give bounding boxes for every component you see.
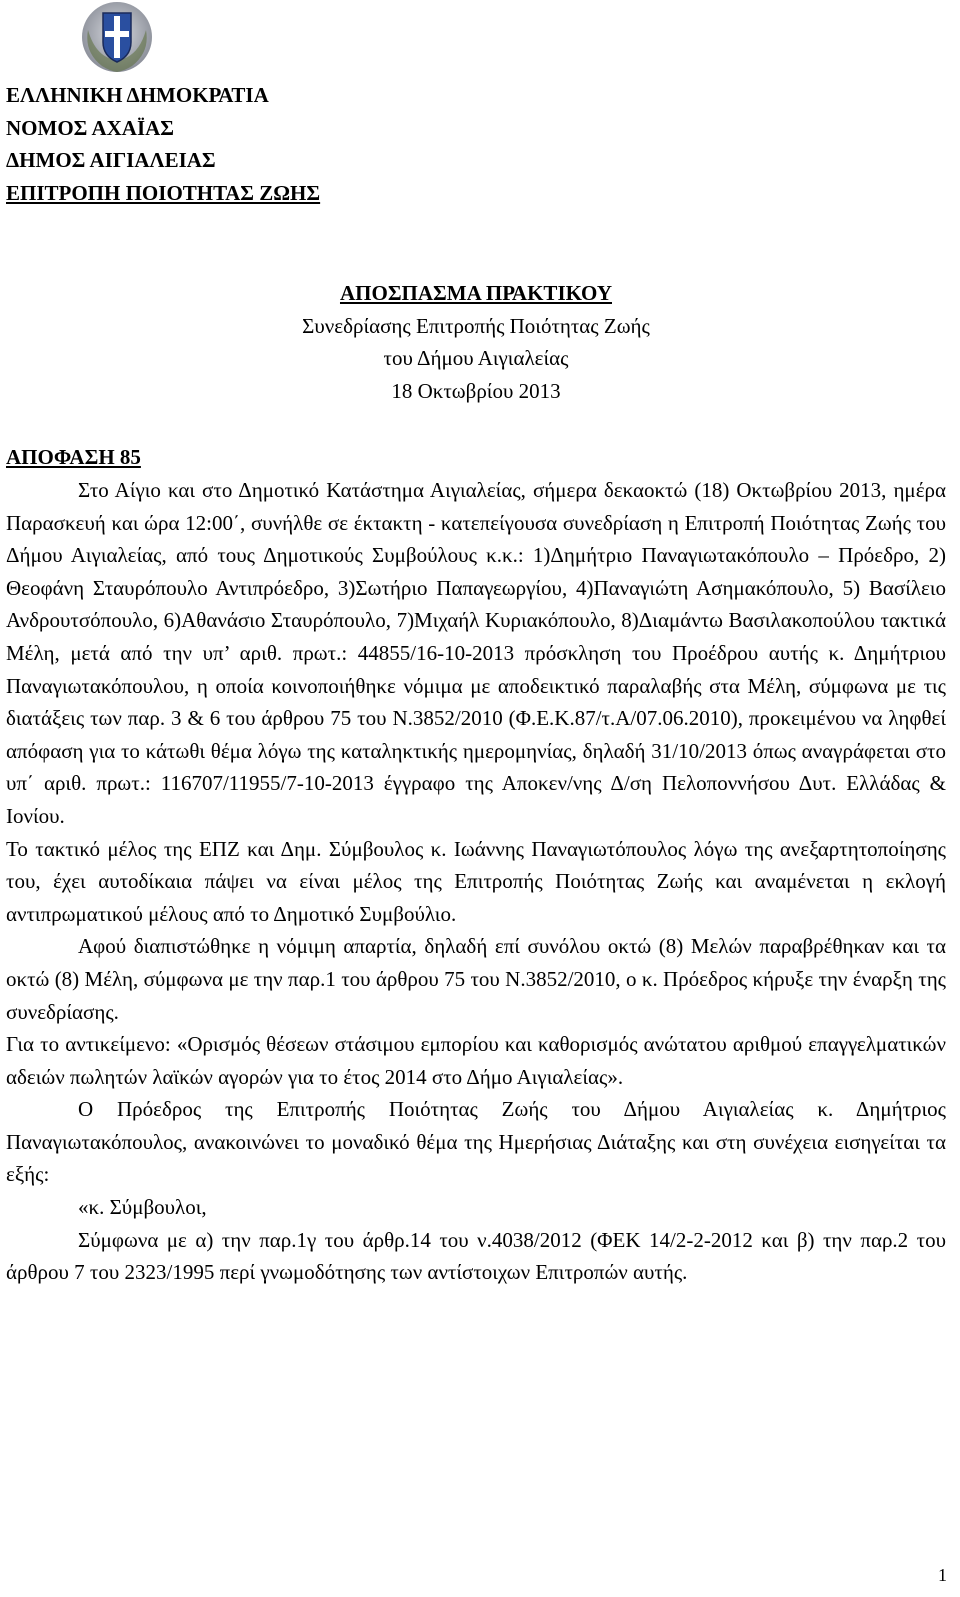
paragraph-salutation: «κ. Σύμβουλοι,	[78, 1195, 207, 1220]
issuing-authority-header	[6, 79, 320, 209]
extract-municipality: του Δήμου Αιγιαλείας	[383, 346, 569, 370]
paragraph-quorum: Αφού διαπιστώθηκε η νόμιμη απαρτία, δηλαδή επί συνόλου οκτώ (8) Μελών παραβρέθηκαν και τα οκτώ (8) Μέλη, σύμφωνα με την παρ.1 του άρθρου 75 του Ν.3852/2010, ο κ. Πρόεδρος κήρυξε την έναρξη της συνεδρίασης.	[6, 934, 946, 1024]
minutes-extract-heading	[236, 277, 716, 407]
extract-title: ΑΠΟΣΠΑΣΜΑ ΠΡΑΚΤΙΚΟΥ	[339, 281, 612, 305]
country-name: ΕΛΛΗΝΙΚΗ ΔΗΜΟΚΡΑΤΙΑ	[6, 83, 269, 107]
coat-of-arms-icon	[80, 0, 155, 75]
document-body	[6, 474, 946, 1289]
page-number: 1	[938, 1565, 947, 1585]
municipality-name: ΔΗΜΟΣ ΑΙΓΙΑΛΕΙΑΣ	[6, 148, 216, 172]
paragraph-subject: Για το αντικείμενο: «Ορισμός θέσεων στάσιμου εμπορίου και καθορισμός ανώτατου αριθμού επαγγελματικών αδειών πωλητών λαϊκών αγορών για το έτος 2014 στο Δήμο Αιγιαλείας».	[6, 1032, 946, 1089]
extract-date: 18 Οκτωβρίου 2013	[391, 378, 561, 403]
decision-number: ΑΠΟΦΑΣΗ 85	[6, 445, 141, 469]
paragraph-member-status: Το τακτικό μέλος της ΕΠΖ και Δημ. Σύμβουλος κ. Ιωάννης Παναγιωτόπουλος λόγω της ανεξαρτητοποίησης του, έχει αυτοδίκαια πάψει να είναι μέλος της Επιτροπής Ποιότητας Ζωής και αναμένεται η εκλογή αντιπρωματικού μέλους από το Δημοτικό Συμβούλιο.	[6, 836, 946, 926]
paragraph-president-announcement: Ο Πρόεδρος της Επιτροπής Ποιότητας Ζωής του Δήμου Αιγιαλείας κ. Δημήτριος Παναγιωτακόπουλος, ανακοινώνει το μοναδικό θέμα της Ημερήσιας Διάταξης και στη συνέχεια εισηγείται τα εξής:	[6, 1097, 946, 1187]
paragraph-legal-basis: Σύμφωνα με α) την παρ.1γ του άρθρ.14 του ν.4038/2012 (ΦΕΚ 14/2-2-2012 και β) την παρ.2 του άρθρου 7 του 2323/1995 περί γνωμοδότησης των αντίστοιχων Επιτροπών αυτής.	[6, 1227, 946, 1285]
paragraph-meeting-details: Στο Αίγιο και στο Δημοτικό Κατάστημα Αιγιαλείας, σήμερα δεκαοκτώ (18) Οκτωβρίου 2013, ημέρα Παρασκευή και ώρα 12:00΄, συνήλθε σε έκτακτη - κατεπείγουσα συνεδρίαση η Επιτροπή Ποιότητας Ζωής του Δήμου Αιγιαλείας, από τους Δημοτικούς Συμβούλους κ.κ.: 1)Δημήτριο Παναγιωτακόπουλο – Πρόεδρο, 2) Θεοφάνη Σταυρόπουλο Αντιπρόεδρο, 3)Σωτήριο Παπαγεωργίου, 4)Παναγιώτη Ασημακόπουλο, 5) Βασίλειο Ανδρουτσόπουλο, 6)Αθανάσιο Σταυρόπουλο, 7)Μιχαήλ Κυριακόπουλο, 8)Διαμάντω Βασιλακοπούλου τακτικά Μέλη, μετά από την υπ’ αριθ. πρωτ.: 44855/16-10-2013 πρόσκληση του Προέδρου αυτής κ. Δημήτριου Παναγιωτακόπουλου, η οποία κοινοποιήθηκε νόμιμα με αποδεικτικό παραλαβής στα Μέλη, σύμφωνα με τις διατάξεις των παρ. 3 & 6 του άρθρου 75 του Ν.3852/2010 (Φ.Ε.Κ.87/τ.Α/07.06.2010), προκειμένου να ληφθεί απόφαση για το κάτωθι θέμα λόγω της καταληκτικής ημερομηνίας, δηλαδή 31/10/2013 όπως αναγράφεται στο υπ΄ αριθ. πρωτ.: 116707/11955/7-10-2013 έγγραφο της Αποκεν/νης Δ/ση Πελοποννήσου Δυτ. Ελλάδας & Ιονίου.	[6, 478, 946, 828]
prefecture-name: ΝΟΜΟΣ ΑΧΑΪΑΣ	[6, 115, 175, 140]
extract-session: Συνεδρίασης Επιτροπής Ποιότητας Ζωής	[302, 313, 650, 338]
committee-name: ΕΠΙΤΡΟΠΗ ΠΟΙΟΤΗΤΑΣ ΖΩΗΣ	[6, 180, 321, 205]
